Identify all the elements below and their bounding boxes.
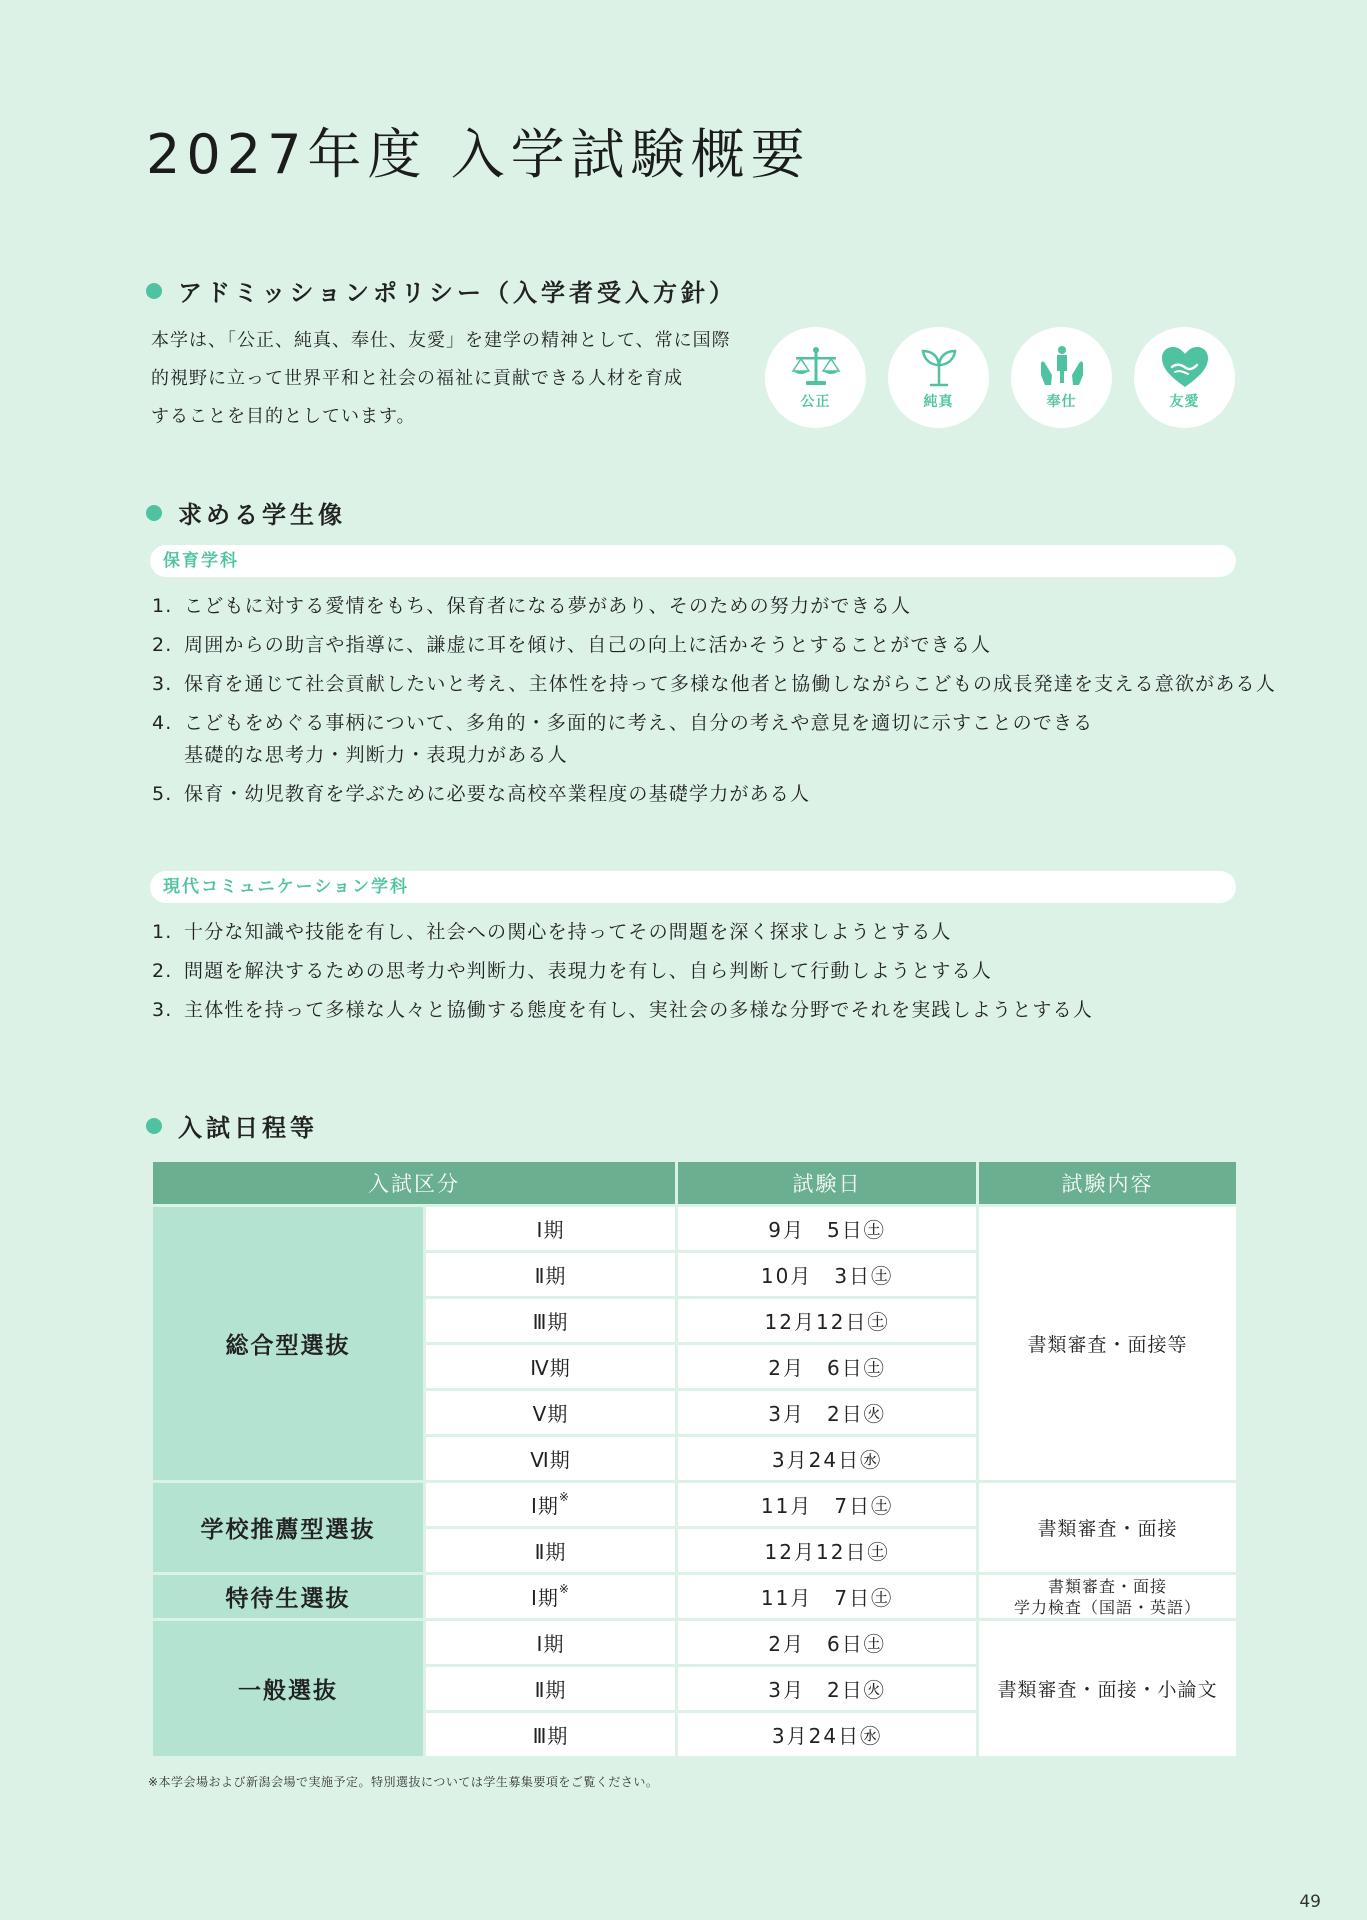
list-item: 5. 保育・幼児教育を学ぶために必要な高校卒業程度の基礎学力がある人 <box>152 783 811 805</box>
bullet-dot-icon <box>146 1118 162 1134</box>
value-label: 奉仕 <box>1046 393 1077 410</box>
date-cell: 3月 2日㊋ <box>677 1390 978 1436</box>
content-cell: 書類審査・面接 学力検査（国語・英語） <box>978 1574 1238 1620</box>
schedule-heading <box>146 1108 318 1143</box>
list-item: 4. こどもをめぐる事柄について、多角的・多面的に考え、自分の考えや意見を適切に示すことのできる 基礎的な思考力・判断力・表現力がある人 <box>152 712 1094 766</box>
department-label-communication: 現代コミュニケーション学科 <box>150 871 1236 903</box>
date-cell: 11月 7日㊏ <box>677 1574 978 1620</box>
period-cell: Ⅰ期※ <box>425 1574 677 1620</box>
category-cell: 総合型選抜 <box>152 1206 425 1482</box>
bullet-dot-icon <box>146 283 162 299</box>
list-item: 1. こどもに対する愛情をもち、保育者になる夢があり、そのための努力ができる人 <box>152 595 912 617</box>
period-cell: Ⅱ期 <box>425 1252 677 1298</box>
category-cell: 学校推薦型選抜 <box>152 1482 425 1574</box>
bullet-dot-icon <box>146 505 162 521</box>
period-cell: Ⅳ期 <box>425 1344 677 1390</box>
period-cell: Ⅲ期 <box>425 1712 677 1758</box>
policy-line: することを目的としています。 <box>151 406 416 427</box>
date-cell: 12月12日㊏ <box>677 1298 978 1344</box>
date-cell: 10月 3日㊏ <box>677 1252 978 1298</box>
exam-schedule-table <box>150 1159 1239 1759</box>
admission-policy-text <box>151 322 731 436</box>
category-cell: 特待生選抜 <box>152 1574 425 1620</box>
policy-line: 本学は、「公正、純真、奉仕、友愛」を建学の精神として、常に国際 <box>151 330 731 351</box>
student-profile-title: 求める学生像 <box>178 501 346 529</box>
admission-policy-title: アドミッションポリシー（入学者受入方針） <box>178 279 738 307</box>
date-cell: 12月12日㊏ <box>677 1528 978 1574</box>
period-cell: Ⅲ期 <box>425 1298 677 1344</box>
scales-icon <box>791 345 841 389</box>
column-header: 試験内容 <box>978 1161 1238 1206</box>
value-badge-kousei <box>765 327 866 428</box>
footnote-mark: ※ <box>558 1490 570 1504</box>
content-cell: 書類審査・面接等 <box>978 1206 1238 1482</box>
content-cell: 書類審査・面接・小論文 <box>978 1620 1238 1758</box>
table-row <box>152 1620 1238 1666</box>
value-badge-houshi <box>1011 327 1112 428</box>
table-row <box>152 1206 1238 1252</box>
table-row <box>152 1574 1238 1620</box>
value-label: 純真 <box>923 393 954 410</box>
list-item: 2. 周囲からの助言や指導に、謙虚に耳を傾け、自己の向上に活かそうとすることができる人 <box>152 634 992 656</box>
table-header-row <box>152 1161 1238 1206</box>
page-title: 2027年度 入学試験概要 <box>146 123 811 186</box>
date-cell: 9月 5日㊏ <box>677 1206 978 1252</box>
table-row <box>152 1482 1238 1528</box>
period-cell: Ⅵ期 <box>425 1436 677 1482</box>
period-cell: Ⅱ期 <box>425 1666 677 1712</box>
communication-profile-list <box>152 916 1252 1033</box>
period-cell: Ⅰ期 <box>425 1620 677 1666</box>
period-cell: Ⅱ期 <box>425 1528 677 1574</box>
content-cell: 書類審査・面接 <box>978 1482 1238 1574</box>
column-header: 試験日 <box>677 1161 978 1206</box>
date-cell: 3月24日㊌ <box>677 1436 978 1482</box>
date-cell: 11月 7日㊏ <box>677 1482 978 1528</box>
footnote-mark: ※ <box>558 1582 570 1596</box>
heart-hands-icon <box>1160 345 1210 389</box>
childcare-profile-list <box>152 590 1276 817</box>
date-cell: 2月 6日㊏ <box>677 1620 978 1666</box>
value-label: 公正 <box>800 393 831 410</box>
value-label: 友愛 <box>1169 393 1200 410</box>
page-number: 49 <box>1299 1892 1321 1912</box>
value-badge-yuuai <box>1134 327 1235 428</box>
date-cell: 2月 6日㊏ <box>677 1344 978 1390</box>
period-cell: Ⅰ期※ <box>425 1482 677 1528</box>
date-cell: 3月24日㊌ <box>677 1712 978 1758</box>
category-cell: 一般選抜 <box>152 1620 425 1758</box>
department-label-childcare: 保育学科 <box>150 545 1236 577</box>
helping-hands-icon <box>1037 345 1087 389</box>
list-item: 3. 主体性を持って多様な人々と協働する態度を有し、実社会の多様な分野でそれを実践しようとする人 <box>152 999 1094 1021</box>
period-cell: Ⅰ期 <box>425 1206 677 1252</box>
student-profile-heading <box>146 495 346 530</box>
list-item: 1. 十分な知識や技能を有し、社会への関心を持ってその問題を深く探求しようとする人 <box>152 921 952 943</box>
column-header: 入試区分 <box>152 1161 677 1206</box>
schedule-footnote: ※本学会場および新潟会場で実施予定。特別選抜については学生募集要項をご覧ください。 <box>148 1775 659 1789</box>
list-item: 2. 問題を解決するための思考力や判断力、表現力を有し、自ら判断して行動しようとする人 <box>152 960 993 982</box>
list-item: 3. 保育を通じて社会貢献したいと考え、主体性を持って多様な他者と協働しながらこどもの成長発達を支える意欲がある人 <box>152 673 1276 695</box>
founding-values <box>765 327 1235 428</box>
schedule-title: 入試日程等 <box>178 1114 318 1142</box>
period-cell: Ⅴ期 <box>425 1390 677 1436</box>
admission-policy-heading <box>146 273 737 308</box>
value-badge-junshin <box>888 327 989 428</box>
date-cell: 3月 2日㊋ <box>677 1666 978 1712</box>
sprout-icon <box>914 345 964 389</box>
policy-line: 的視野に立って世界平和と社会の福祉に貢献できる人材を育成 <box>151 368 683 389</box>
